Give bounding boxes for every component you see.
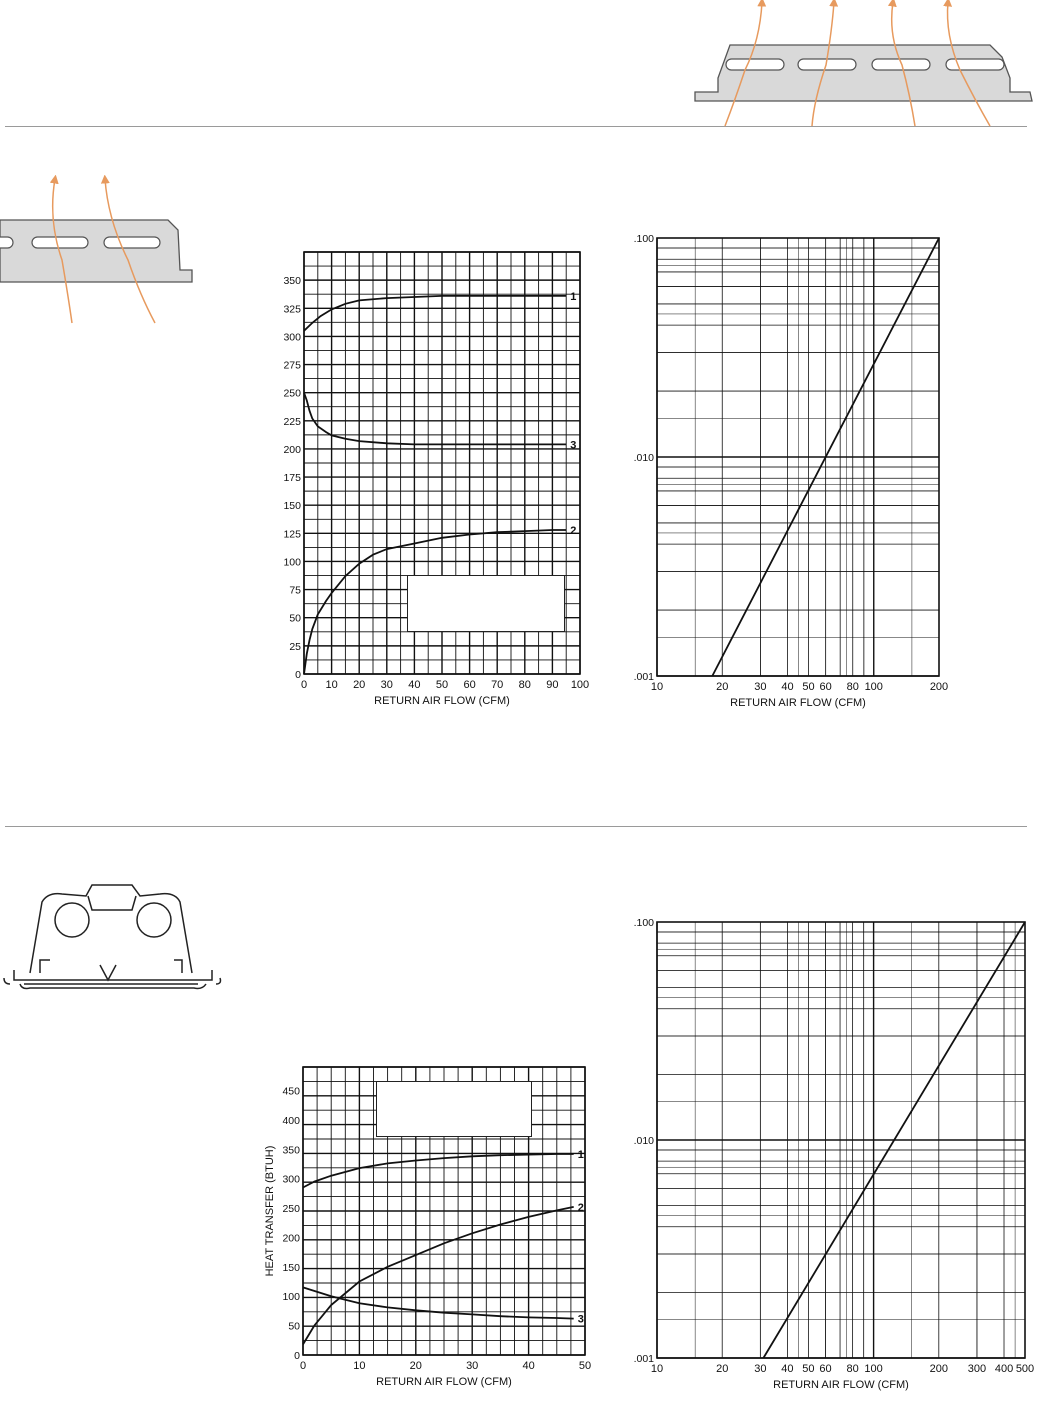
x-tick-label: 80 (846, 681, 859, 693)
x-tick-label: 300 (967, 1363, 987, 1375)
series-line-3 (304, 393, 566, 445)
x-tick-label: 90 (546, 679, 559, 691)
x-tick-label: 20 (716, 1363, 729, 1375)
x-tick-label: 10 (353, 1360, 366, 1372)
x-tick-label: 80 (846, 1363, 859, 1375)
y-tick-label: 75 (289, 584, 301, 597)
x-tick-label: 30 (380, 679, 393, 691)
x-tick-label: 40 (781, 1363, 794, 1375)
x-tick-label: 30 (754, 1363, 767, 1375)
series-label: 1 (570, 290, 577, 303)
y-tick-label: 325 (283, 303, 301, 316)
x-tick-label: 20 (716, 681, 729, 693)
series-line-1 (304, 296, 566, 331)
y-tick-label: 275 (283, 359, 301, 372)
x-tick-label: 30 (754, 681, 767, 693)
x-tick-label: 10 (650, 1363, 664, 1375)
y-tick-label: 0 (294, 1350, 300, 1362)
x-tick-label: 0 (299, 1360, 307, 1372)
y-tick-label: 100 (283, 556, 301, 569)
x-tick-label: 50 (802, 1363, 815, 1375)
y-tick-label: 100 (282, 1291, 300, 1304)
y-tick-label: 350 (282, 1144, 300, 1157)
x-axis-label: RETURN AIR FLOW (CFM) (773, 1379, 909, 1391)
y-tick-label: 50 (289, 612, 301, 625)
y-tick-label: .001 (633, 671, 654, 683)
x-tick-label: 200 (929, 681, 949, 693)
y-tick-label: 25 (289, 640, 301, 653)
y-tick-label: 200 (282, 1232, 300, 1245)
x-axis-label: RETURN AIR FLOW (CFM) (374, 695, 510, 707)
x-tick-label: 50 (435, 679, 449, 691)
y-tick-label: 150 (283, 500, 301, 513)
y-tick-label: 200 (283, 443, 301, 456)
series-label: 3 (577, 1313, 584, 1326)
x-tick-label: 100 (864, 681, 883, 693)
y-tick-label: 300 (282, 1173, 300, 1186)
y-tick-label: 0 (295, 669, 301, 681)
series-label: 3 (570, 439, 577, 452)
series-label: 2 (577, 1201, 584, 1214)
plot-grid (657, 922, 1025, 1358)
slot-diffuser-illustration-top (690, 0, 1035, 128)
y-tick-label: 450 (282, 1085, 300, 1098)
x-tick-label: 10 (650, 681, 664, 693)
y-tick-label: 225 (283, 415, 301, 428)
x-axis-label: RETURN AIR FLOW (CFM) (730, 697, 866, 709)
x-tick-label: 10 (325, 679, 338, 691)
chart-1-heat-transfer (270, 240, 600, 720)
section-divider-bottom (5, 826, 1027, 827)
x-tick-label: 60 (463, 679, 476, 691)
y-tick-label: 350 (283, 275, 301, 288)
y-tick-label: 150 (282, 1261, 300, 1274)
x-tick-label: 30 (466, 1360, 479, 1372)
x-tick-label: 100 (570, 679, 590, 691)
y-tick-label: .100 (633, 917, 654, 929)
x-tick-label: 70 (491, 679, 504, 691)
x-tick-label: 80 (518, 679, 531, 691)
chart-4-log-log (628, 912, 1040, 1392)
y-tick-label: 50 (288, 1320, 300, 1333)
x-tick-label: 400 (994, 1363, 1014, 1375)
x-tick-label: 20 (409, 1360, 422, 1372)
series-label: 1 (577, 1148, 584, 1161)
y-tick-label: 400 (282, 1114, 300, 1127)
y-tick-label: .010 (633, 1135, 654, 1147)
x-tick-label: 40 (522, 1360, 535, 1372)
x-axis-label: RETURN AIR FLOW (CFM) (376, 1376, 512, 1388)
y-tick-label: .100 (633, 233, 654, 245)
y-tick-label: 125 (283, 528, 301, 541)
y-tick-label: 250 (282, 1203, 300, 1216)
y-tick-label: 250 (283, 387, 301, 400)
x-tick-label: 40 (408, 679, 421, 691)
x-tick-label: 60 (819, 681, 832, 693)
x-tick-label: 500 (1015, 1363, 1035, 1375)
x-tick-label: 50 (802, 681, 815, 693)
chart-3-legend-box (376, 1081, 532, 1137)
light-troffer-section-illustration (0, 880, 222, 995)
series-line-2 (303, 1207, 574, 1345)
x-tick-label: 20 (353, 679, 366, 691)
y-tick-label: 300 (283, 331, 301, 344)
x-tick-label: 100 (864, 1363, 883, 1375)
x-tick-label: 0 (300, 679, 308, 691)
y-tick-label: .010 (633, 452, 654, 464)
slot-diffuser-illustration-side (0, 175, 200, 325)
series-line-3 (303, 1287, 574, 1318)
x-tick-label: 50 (578, 1360, 592, 1372)
chart-2-log-log (625, 228, 955, 718)
y-axis-label: HEAT TRANSFER (BTUH) (264, 1145, 276, 1277)
y-tick-label: .001 (633, 1353, 654, 1365)
y-tick-label: 175 (283, 472, 301, 485)
x-tick-label: 200 (929, 1363, 948, 1375)
chart-1-legend-box (407, 575, 565, 632)
x-tick-label: 40 (781, 681, 794, 693)
series-label: 2 (570, 524, 577, 537)
plot-grid (657, 238, 939, 676)
x-tick-label: 60 (819, 1363, 832, 1375)
